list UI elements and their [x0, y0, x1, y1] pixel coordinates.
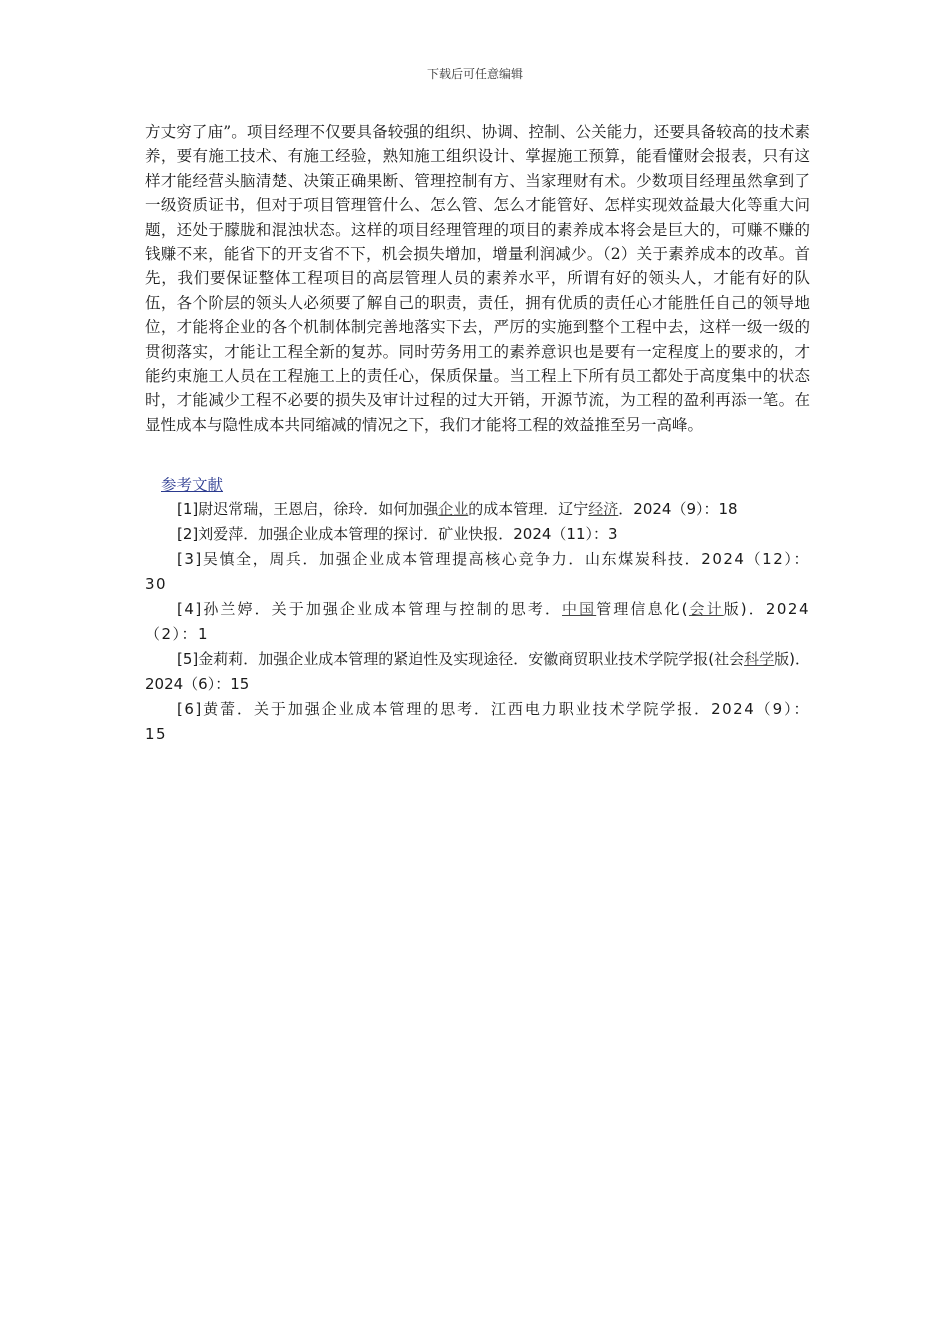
references-title[interactable]: 参考文献	[161, 476, 224, 494]
reference-item-6	[145, 697, 810, 747]
reference-item-1	[145, 497, 810, 522]
reference-text: [2]刘爱萍．加强企业成本管理的探讨．矿业快报．2024（11）：3	[177, 525, 618, 543]
reference-text: 版)．2024（6）：15	[145, 650, 810, 693]
references-list	[145, 497, 810, 747]
reference-link[interactable]: 经济	[588, 500, 619, 518]
reference-text: [3]吴慎全，周兵．加强企业成本管理提高核心竞争力．山东煤炭科技．2024（12）：30	[145, 550, 810, 593]
reference-text: 版)．2024（2）：1	[145, 600, 810, 643]
reference-link[interactable]: 科学	[744, 650, 775, 668]
reference-text: 管理信息化(	[596, 600, 689, 618]
reference-item-5	[145, 647, 810, 697]
reference-text: ．2024（9）：18	[618, 500, 738, 518]
reference-item-4	[145, 597, 810, 647]
reference-text: [5]金莉莉．加强企业成本管理的紧迫性及实现途径．安徽商贸职业技术学院学报(社会	[177, 650, 745, 668]
reference-text: [4]孙兰婷．关于加强企业成本管理与控制的思考．	[177, 600, 563, 618]
reference-item-2	[145, 522, 810, 547]
reference-text: 的成本管理．辽宁	[468, 500, 589, 518]
reference-link[interactable]: 企业	[438, 500, 469, 518]
reference-link[interactable]: 中国	[562, 600, 597, 618]
body-paragraph: 方丈穷了庙”。项目经理不仅要具备较强的组织、协调、控制、公关能力，还要具备较高的技术素养，要有施工技术、有施工经验，熟知施工组织设计、掌握施工预算，能看懂财会报表，只有这样才能经营头脑清楚、决策正确果断、管理控制有方、当家理财有术。少数项目经理虽然拿到了一级资质证书，但对于项目管理管什么、怎么管、怎么才能管好、怎样实现效益最大化等重大问题，还处于朦胧和混浊状态。这样的项目经理管理的项目的素养成本将会是巨大的，可赚不赚的钱赚不来，能省下的开支省不下，机会损失增加，增量利润减少。（2）关于素养成本的改革。首先，我们要保证整体工程项目的高层管理人员的素养水平，所谓有好的领头人，才能有好的队伍，各个阶层的领头人必须要了解自己的职责，责任，拥有优质的责任心才能胜任自己的领导地位，才能将企业的各个机制体制完善地落实下去，严厉的实施到整个工程中去，这样一级一级的贯彻落实，才能让工程全新的复苏。同时劳务用工的素养意识也是要有一定程度上的要求的，才能约束施工人员在工程施工上的责任心，保质保量。当工程上下所有员工都处于高度集中的状态时，才能减少工程不必要的损失及审计过程的过大开销，开源节流，为工程的盈利再添一笔。在显性成本与隐性成本共同缩减的情况之下，我们才能将工程的效益推至另一高峰。	[145, 123, 810, 434]
reference-item-3	[145, 547, 810, 597]
reference-link[interactable]: 会计	[688, 600, 724, 618]
page-header: 下载后可任意编辑	[426, 67, 523, 81]
reference-text: [1]尉迟常瑞，王恩启，徐玲．如何加强	[177, 500, 439, 518]
reference-text: [6]黄蕾．关于加强企业成本管理的思考．江西电力职业技术学院学报．2024（9）：15	[145, 700, 810, 743]
